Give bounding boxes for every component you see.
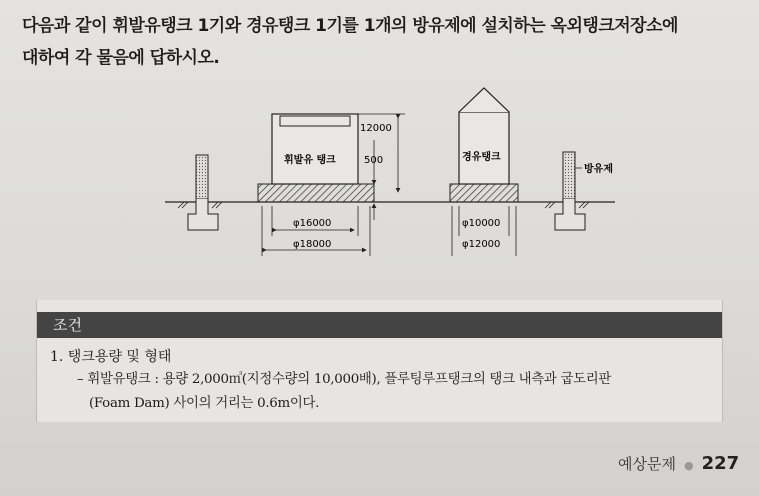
right-dike-wall <box>545 152 589 230</box>
diesel-base-diameter: φ12000 <box>462 239 501 250</box>
condition-line-1: – 휘발유탱크 : 용량 2,000㎥(지정수량의 10,000배), 플루팅루프탱크의 탱크 내측과 굽도리판 <box>77 372 612 387</box>
conditions-title: 조건 <box>53 316 82 334</box>
left-dike-wall <box>178 155 222 230</box>
condition-line-2: (Foam Dam) 사이의 거리는 0.6m이다. <box>89 396 320 411</box>
diesel-tank-label: 경유탱크 <box>462 152 501 163</box>
foam-dam-label: 500 <box>364 155 384 166</box>
gasoline-tank-label: 휘발유 탱크 <box>284 155 336 166</box>
gasoline-base-diameter: φ18000 <box>293 239 332 250</box>
conditions-box <box>36 300 723 422</box>
page-number: 227 <box>701 453 740 474</box>
question-line-1: 다음과 같이 휘발유탱크 1기와 경유탱크 1기를 1개의 방유제에 설치하는 옥외탱크저장소에 <box>22 16 678 36</box>
condition-item-title: 1. 탱크용량 및 형태 <box>50 349 172 365</box>
gasoline-tank-diameter: φ16000 <box>293 218 332 229</box>
diesel-tank-diameter: φ10000 <box>462 218 501 229</box>
section-name: 예상문제 <box>618 455 676 473</box>
diesel-tank <box>450 88 518 202</box>
page-footer <box>618 452 739 476</box>
question-line-2: 대하여 각 물음에 답하시오. <box>22 48 220 68</box>
height-label: 12000 <box>360 123 392 134</box>
condition-item-body <box>77 368 717 416</box>
bullet-icon: ● <box>683 459 694 472</box>
conditions-header <box>37 312 722 338</box>
dike-label: 방유제 <box>584 164 613 175</box>
